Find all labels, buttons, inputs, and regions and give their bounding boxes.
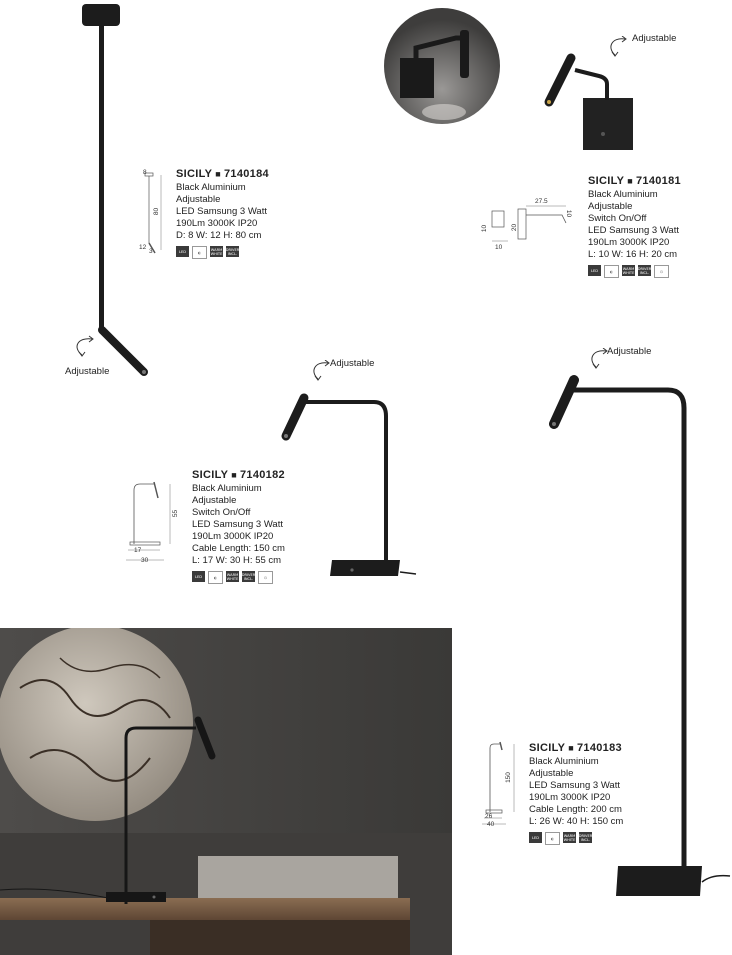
spec-line: LED Samsung 3 Watt <box>529 780 620 791</box>
spec-line: 190Lm 3000K IP20 <box>529 792 611 803</box>
dim-e: 10 <box>565 209 573 218</box>
product-spec-7140183 <box>529 742 623 845</box>
spec-line: Adjustable <box>529 768 574 779</box>
dim-height: 150 <box>504 772 512 783</box>
switch-icon: ⏻ <box>258 571 273 584</box>
driver-included-badge-icon: DRIVER INCL. <box>578 833 593 842</box>
product-title: SICILY ■ 7140183 <box>529 742 622 754</box>
led-badge-icon: LED <box>176 246 189 257</box>
dimmer-icon: ◐ <box>604 265 619 278</box>
adjust-arrow-icon <box>70 335 100 359</box>
spec-line: LED Samsung 3 Watt <box>192 519 283 530</box>
product-name: SICILY <box>192 469 229 481</box>
product-code: 7140183 <box>577 742 622 754</box>
led-badge-icon: LED <box>192 571 205 582</box>
spec-line: Black Aluminium <box>192 483 262 494</box>
product-name: SICILY <box>529 742 566 754</box>
dim-bottom-left: 12 <box>139 244 147 251</box>
wall-lamp-image <box>535 48 645 158</box>
product-spec-7140182 <box>192 469 285 584</box>
product-code: 7140184 <box>224 168 269 180</box>
adjustable-label: Adjustable <box>330 358 375 369</box>
led-badge-icon: LED <box>529 832 542 843</box>
adjust-arrow-icon <box>605 36 631 60</box>
ambience-photo <box>0 628 452 955</box>
spec-line: Cable Length: 150 cm <box>192 543 285 554</box>
dim-b: 10 <box>495 244 503 251</box>
dimmer-icon: ◐ <box>545 832 560 845</box>
product-spec-7140184 <box>176 168 269 259</box>
spec-line: Black Aluminium <box>176 182 246 193</box>
dim-a: 10 <box>481 224 489 233</box>
spec-line: Switch On/Off <box>192 507 251 518</box>
driver-included-badge-icon: DRIVER INCL. <box>637 266 652 275</box>
warm-white-badge-icon: WARM WHITE <box>210 247 223 256</box>
spec-line: D: 8 W: 12 H: 80 cm <box>176 230 262 241</box>
spec-line: Switch On/Off <box>588 213 647 224</box>
spec-line: 190Lm 3000K IP20 <box>588 237 670 248</box>
led-badge-icon: LED <box>588 265 601 276</box>
table-lamp-image <box>270 380 420 580</box>
adjustable-label: Adjustable <box>632 33 677 44</box>
dim-height: 80 <box>153 207 161 216</box>
switch-icon: ⏻ <box>654 265 669 278</box>
spec-line: L: 10 W: 16 H: 20 cm <box>588 249 678 260</box>
product-code: 7140181 <box>636 175 681 187</box>
adjustable-label: Adjustable <box>65 366 110 377</box>
warm-white-badge-icon: WARM WHITE <box>622 266 635 275</box>
spec-line: Adjustable <box>588 201 633 212</box>
product-title: SICILY ■ 7140184 <box>176 168 269 180</box>
warm-white-badge-icon: WARM WHITE <box>563 833 576 842</box>
product-spec-7140181 <box>588 175 681 278</box>
spec-line: L: 17 W: 30 H: 55 cm <box>192 555 282 566</box>
dim-height: 55 <box>172 509 180 518</box>
product-name: SICILY <box>176 168 213 180</box>
product-title: SICILY ■ 7140181 <box>588 175 681 187</box>
dim-inner: 26 <box>485 813 493 820</box>
driver-included-badge-icon: DRIVER INCL. <box>241 572 256 581</box>
spec-line: LED Samsung 3 Watt <box>176 206 267 217</box>
dim-bottom-right: 3 <box>149 248 153 255</box>
dim-outer: 40 <box>487 821 495 828</box>
dim-d: 27.5 <box>535 198 548 205</box>
driver-included-badge-icon: DRIVER INCL. <box>225 247 240 256</box>
dimmer-icon: ◐ <box>208 571 223 584</box>
product-name: SICILY <box>588 175 625 187</box>
spec-line: L: 26 W: 40 H: 150 cm <box>529 816 624 827</box>
dim-c: 20 <box>511 223 519 232</box>
dim-top: 8 <box>143 169 147 176</box>
dim-inner: 17 <box>134 547 142 554</box>
spec-line: Black Aluminium <box>529 756 599 767</box>
dimension-drawing <box>120 478 180 568</box>
warm-white-badge-icon: WARM WHITE <box>226 572 239 581</box>
dimmer-icon: ◐ <box>192 246 207 259</box>
spec-line: LED Samsung 3 Watt <box>588 225 679 236</box>
spec-line: Adjustable <box>192 495 237 506</box>
adjustable-label: Adjustable <box>607 346 652 357</box>
dim-outer: 30 <box>141 557 149 564</box>
product-code: 7140182 <box>240 469 285 481</box>
wall-lamp-photo-circle <box>384 8 500 124</box>
product-title: SICILY ■ 7140182 <box>192 469 285 481</box>
spec-line: Adjustable <box>176 194 221 205</box>
spec-line: 190Lm 3000K IP20 <box>192 531 274 542</box>
spec-line: Cable Length: 200 cm <box>529 804 622 815</box>
spec-line: Black Aluminium <box>588 189 658 200</box>
spec-line: 190Lm 3000K IP20 <box>176 218 258 229</box>
dimension-drawing <box>478 195 578 255</box>
